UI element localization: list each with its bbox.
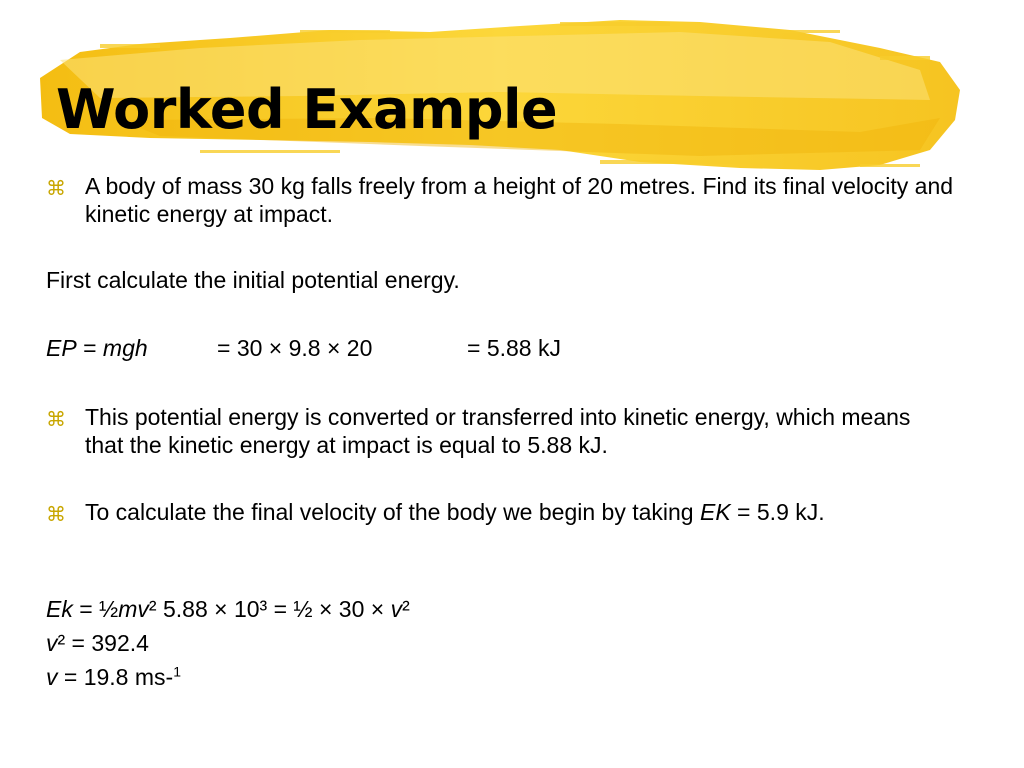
bullet-text: This potential energy is converted or transferred into kinetic energy, which means that the kinetic energy at impact is equal to 5.88 kJ.	[85, 404, 911, 458]
exponent: 1	[173, 663, 181, 680]
equation-part: ² 5.88 × 10³ = ½ × 30 ×	[148, 596, 391, 622]
slide-title: Worked Example	[56, 78, 558, 141]
equation-potential-energy	[46, 334, 646, 362]
symbol-mv: mv	[118, 596, 149, 622]
equation-part: = 19.8 ms-	[57, 664, 174, 690]
equation-part: ² = 392.4	[57, 630, 149, 656]
ep-calculation: = 30 × 9.8 × 20	[217, 335, 373, 361]
symbol-ep: EP	[46, 335, 77, 361]
bullet-text	[85, 498, 955, 526]
equation-part: = ½	[72, 596, 119, 622]
bullet-z-icon: ⌘	[46, 502, 66, 526]
bullet-z-icon: ⌘	[46, 407, 66, 431]
symbol-v: v	[46, 630, 58, 656]
bullet-z-icon: ⌘	[46, 176, 66, 200]
equation-part: ²	[402, 596, 410, 622]
bullet-text-part: = 5.9 kJ.	[730, 499, 825, 525]
equation-v-squared	[46, 629, 149, 657]
symbol-v: v	[390, 596, 403, 622]
equation-kinetic-energy	[46, 595, 410, 623]
bullet-text-part: To calculate the final velocity of the body we begin by taking	[85, 499, 700, 525]
equals-sign: =	[76, 335, 103, 361]
paragraph-step-one: First calculate the initial potential energy.	[46, 267, 460, 293]
bullet-text: A body of mass 30 kg falls freely from a height of 20 metres. Find its final velocity and kinetic energy at impact.	[85, 173, 954, 227]
ep-result: = 5.88 kJ	[467, 335, 561, 361]
symbol-mgh: mgh	[102, 335, 148, 361]
equation-velocity-result	[46, 663, 181, 691]
symbol-v: v	[46, 664, 58, 690]
symbol-ek: EK	[699, 499, 731, 525]
symbol-ek: Ek	[46, 596, 73, 622]
